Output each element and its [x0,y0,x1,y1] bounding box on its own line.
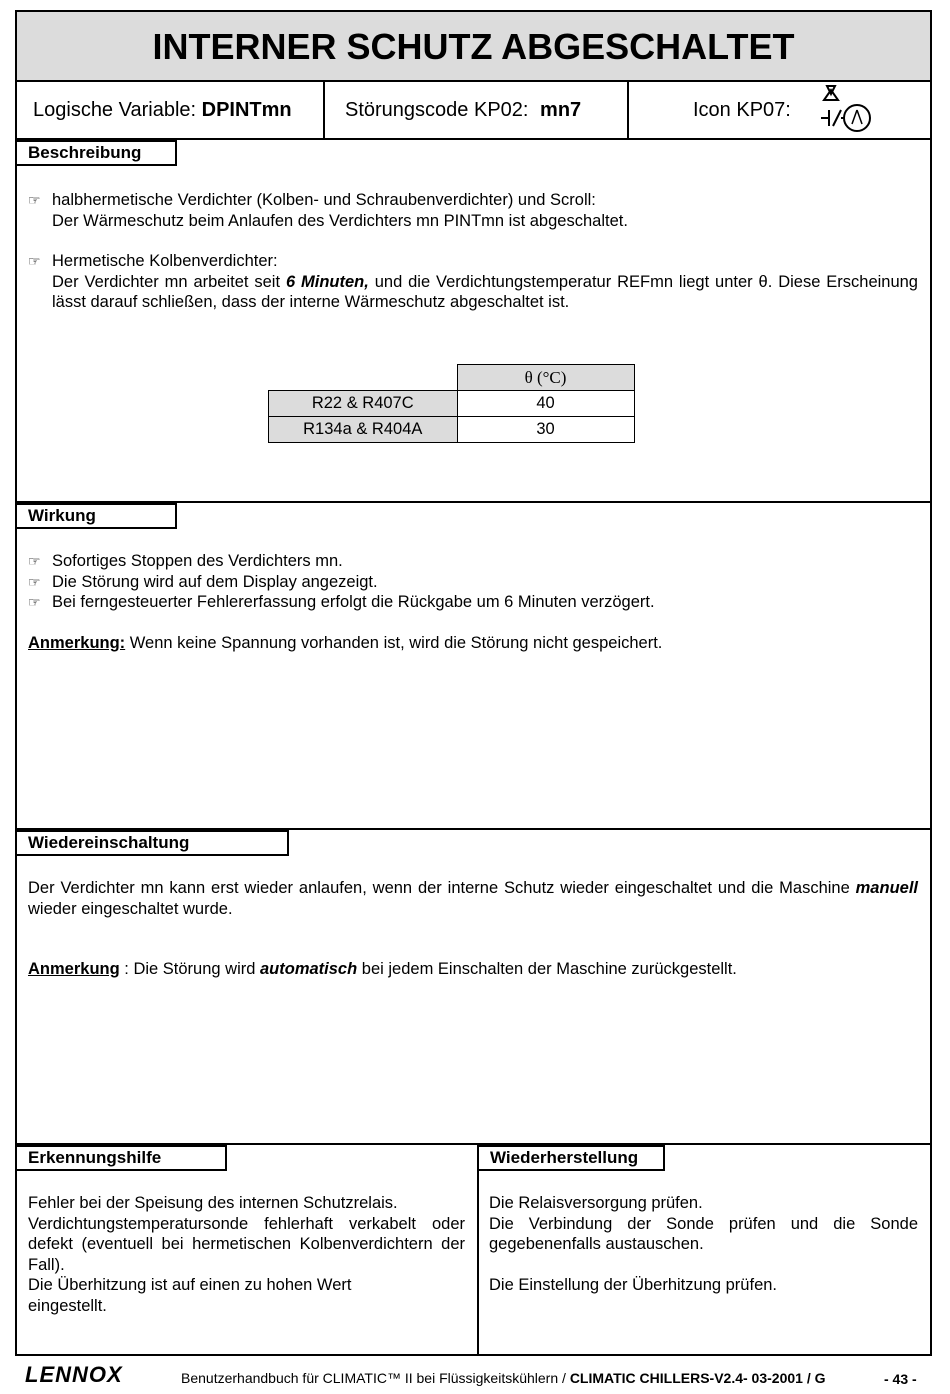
text-span: Der Verdichter mn arbeitet seit [52,272,286,291]
table-cell-label: R134a & R404A [269,417,458,443]
refrigerant-table [268,364,635,443]
text-span: Der Verdichter mn kann erst wieder anlaufen, wenn der interne Schutz wieder eingeschaltet und die Maschine [28,879,856,897]
text-span: wieder eingeschaltet wurde. [28,899,233,918]
text-span: bei jedem Einschalten der Maschine zurückgestellt. [357,960,737,978]
table-row [269,417,635,443]
wiedereinschaltung-text [28,878,918,980]
page-frame [15,10,932,1356]
bullet-text: Hermetische Kolbenverdichter: [52,252,278,270]
bullet-text: halbhermetische Verdichter (Kolben- und Schraubenverdichter) und Scroll: [52,191,596,209]
paragraph [28,878,918,919]
note-text: Wenn keine Spannung vorhanden ist, wird die Störung nicht gespeichert. [125,633,663,652]
table-header: θ (°C) [457,365,634,391]
bullet-text: Sofortiges Stoppen des Verdichters mn. [52,552,343,570]
list-item [28,251,918,272]
emphasis-text: 6 Minuten, [285,272,369,291]
compressor-alarm-icon [819,84,875,136]
bullet-paragraph [28,272,918,313]
page-title: INTERNER SCHUTZ ABGESCHALTET [17,12,930,82]
note-paragraph [28,959,918,980]
paragraph: Fehler bei der Speisung des internen Schutzrelais. [28,1194,398,1212]
paragraph: Die Überhitzung ist auf einen zu hohen Wert eingestellt. [28,1276,352,1315]
paragraph: Die Einstellung der Überhitzung prüfen. [489,1275,778,1294]
table-cell-label: R22 & R407C [269,391,458,417]
list-item [28,190,918,211]
page-number: - 43 - [884,1371,917,1387]
emphasis-text: automatisch [260,960,358,978]
paragraph: Die Relaisversorgung prüfen. [489,1194,703,1212]
table-row [269,365,635,391]
table-row [269,391,635,417]
logical-variable-label: Logische Variable: [33,99,197,121]
header-row [17,82,930,140]
section-tag-wiederherstellung: Wiederherstellung [479,1145,665,1171]
paragraph: Verdichtungstemperatursonde fehlerhaft verkabelt oder defekt (eventuell bei hermetischen Kolbenverdichtern der Fall). [28,1214,465,1274]
text-span: und die Verdichtungstemperatur REFmn liegt unter θ. Diese Erscheinung lässt darauf schließen, dass der interne Wärmeschutz abgeschaltet ist. [52,272,918,311]
pointing-hand-icon: ☞ [28,192,41,208]
note-label: Anmerkung: [28,633,126,652]
table-cell-value: 40 [457,391,634,417]
erkennungshilfe-text [28,1193,465,1316]
beschreibung-text [28,190,918,313]
footer-doc-id: CLIMATIC CHILLERS-V2.4- 03-2001 / G [569,1370,826,1386]
emphasis-text: manuell [855,879,918,897]
pointing-hand-icon: ☞ [28,253,41,269]
section-tag-beschreibung: Beschreibung [17,140,177,166]
icon-cell [629,82,930,138]
list-item [28,592,918,613]
empty-cell [269,365,458,391]
bullet-continuation: Der Wärmeschutz beim Anlaufen des Verdichters mn PINTmn ist abgeschaltet. [52,211,628,230]
wiederherstellung-text [489,1193,918,1295]
icon-label: Icon KP07: [693,99,791,121]
pointing-hand-icon: ☞ [28,594,41,610]
list-item [28,572,918,593]
section-tag-erkennungshilfe: Erkennungshilfe [17,1145,227,1171]
table-cell-value: 30 [457,417,634,443]
text-span: : Die Störung wird [119,960,260,978]
logical-variable-cell [17,82,325,138]
pointing-hand-icon: ☞ [28,553,41,569]
note-label: Anmerkung [28,960,120,978]
pointing-hand-icon: ☞ [28,573,41,590]
fault-code-value: mn7 [540,99,582,121]
fault-code-cell [325,82,629,138]
section-tag-wirkung: Wirkung [17,503,177,529]
text-span: Benutzerhandbuch für CLIMATIC™ II bei Flüssigkeitskühlern / [181,1370,570,1386]
column-divider [477,1143,479,1356]
list-item [28,551,918,572]
footer-text [181,1370,826,1386]
bullet-text: Bei ferngesteuerter Fehlererfassung erfolgt die Rückgabe um 6 Minuten verzögert. [52,593,655,611]
fault-code-label: Störungscode KP02: [345,99,529,121]
lennox-logo: LENNOX [25,1362,123,1387]
paragraph: Die Verbindung der Sonde prüfen und die Sonde gegebenenfalls austauschen. [489,1214,918,1253]
logical-variable-value: DPINTmn [201,99,292,121]
page-footer [0,1360,950,1394]
wirkung-text [28,551,918,653]
section-tag-wiedereinschaltung: Wiedereinschaltung [17,830,289,856]
bullet-text: Die Störung wird auf dem Display angezeigt. [52,572,378,591]
note-paragraph [28,633,918,654]
